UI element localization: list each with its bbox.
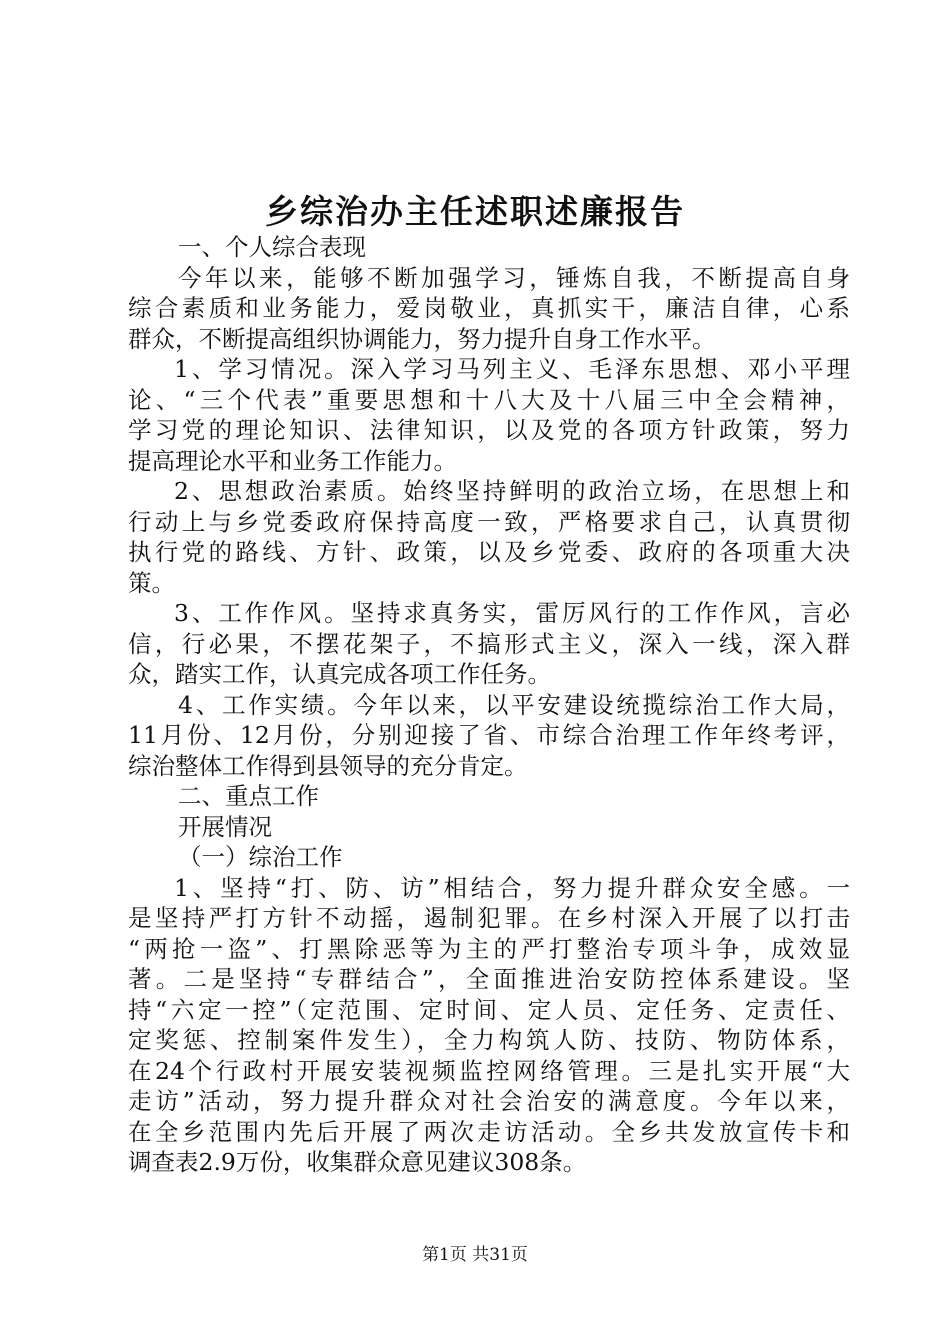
text-line: 11月份、12月份，分别迎接了省、市综合治理工作年终考评，	[128, 721, 850, 749]
text-line: 著。二是坚持“专群结合”，全面推进治安防控体系建设。坚	[128, 965, 850, 993]
text-line: 学习党的理论知识、法律知识，以及党的各项方针政策，努力	[128, 416, 850, 444]
text-line: 一、个人综合表现	[178, 233, 366, 261]
text-line: 信，行必果，不摆花架子，不搞形式主义，深入一线，深入群	[128, 629, 850, 658]
text-line: 1、学习情况。深入学习马列主义、毛泽东思想、邓小平理	[174, 355, 850, 383]
text-line: 行动上与乡党委政府保持高度一致，严格要求自己，认真贯彻	[128, 507, 850, 536]
text-line: 二、重点工作	[178, 782, 319, 810]
text-line: 走访”活动，努力提升群众对社会治安的满意度。今年以来，	[128, 1087, 850, 1115]
text-line: 策。	[128, 568, 175, 597]
text-line: （一）综治工作	[178, 843, 343, 871]
document-body	[128, 232, 850, 1178]
text-line: “两抢一盗”、打黑除恶等为主的严打整治专项斗争，成效显	[128, 934, 850, 963]
text-line: 综治整体工作得到县领导的充分肯定。	[128, 751, 528, 780]
text-line: 1、坚持“打、防、访”相结合，努力提升群众安全感。一	[174, 873, 850, 902]
text-line: 调查表2.9万份，收集群众意见建议308条。	[128, 1148, 587, 1176]
text-line: 定奖惩、控制案件发生），全力构筑人防、技防、物防体系，	[128, 1026, 850, 1054]
text-line: 群众，不断提高组织协调能力，努力提升自身工作水平。	[128, 324, 716, 353]
text-line: 执行党的路线、方针、政策，以及乡党委、政府的各项重大决	[128, 538, 850, 566]
document-title: 乡综治办主任述职述廉报告	[265, 192, 685, 231]
text-line: 开展情况	[178, 812, 272, 841]
text-line: 今年以来，能够不断加强学习，锤炼自我，不断提高自身	[178, 263, 850, 292]
text-line: 众，踏实工作，认真完成各项工作任务。	[128, 660, 551, 688]
text-line: 论、“三个代表”重要思想和十八大及十八届三中全会精神，	[128, 385, 850, 414]
text-line: 2、思想政治素质。始终坚持鲜明的政治立场，在思想上和	[174, 477, 850, 505]
text-line: 是坚持严打方针不动摇，遏制犯罪。在乡村深入开展了以打击	[128, 904, 850, 932]
text-line: 4、工作实绩。今年以来，以平安建设统揽综治工作大局，	[178, 690, 850, 719]
text-line: 3、工作作风。坚持求真务实，雷厉风行的工作作风，言必	[174, 599, 850, 627]
text-line: 在全乡范围内先后开展了两次走访活动。全乡共发放宣传卡和	[128, 1117, 850, 1146]
text-line: 持“六定一控”（定范围、定时间、定人员、定任务、定责任、	[128, 995, 850, 1024]
text-line: 提高理论水平和业务工作能力。	[128, 446, 457, 475]
page-footer: 第1页 共31页	[422, 1245, 528, 1265]
text-line: 在24个行政村开展安装视频监控网络管理。三是扎实开展“大	[128, 1056, 850, 1085]
text-line: 综合素质和业务能力，爱岗敬业，真抓实干，廉洁自律，心系	[128, 294, 850, 322]
